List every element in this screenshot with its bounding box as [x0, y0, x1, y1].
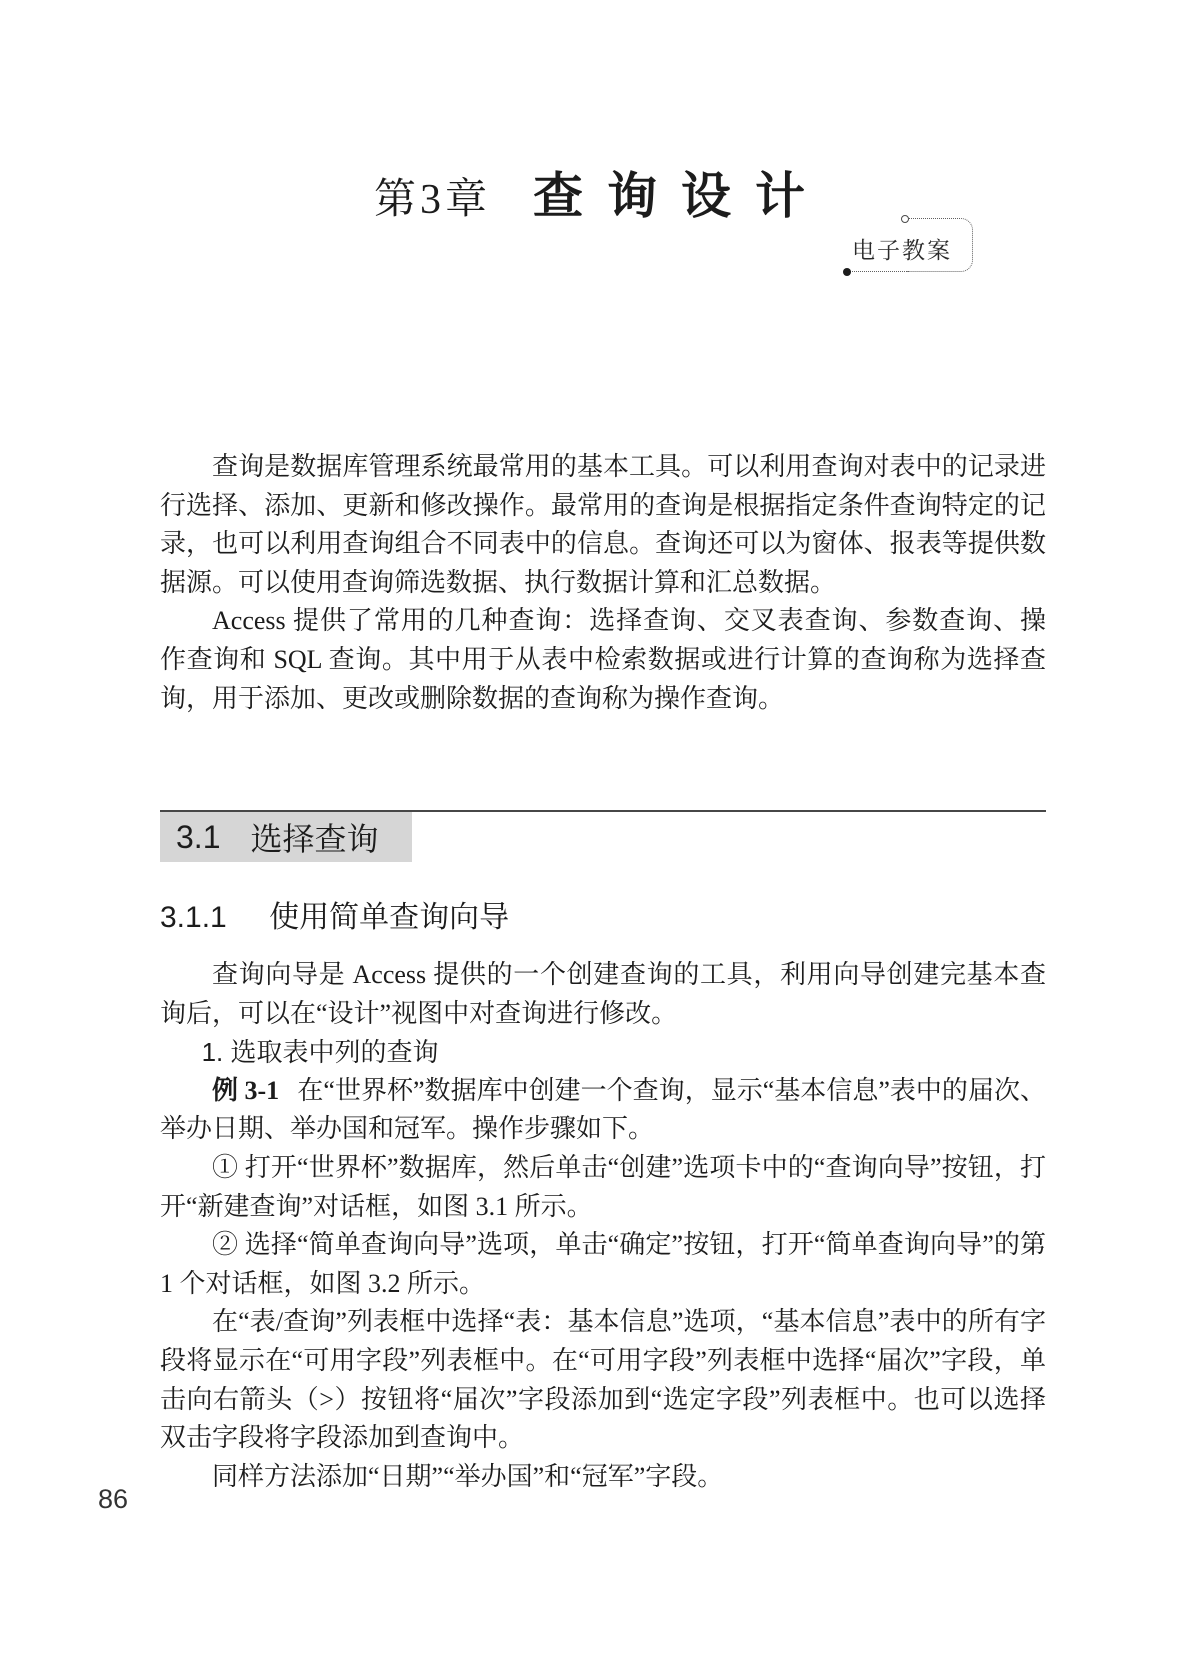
fields-paragraph: 在“表/查询”列表框中选择“表：基本信息”选项，“基本信息”表中的所有字段将显示在“可用字段”列表框中。在“可用字段”列表框中选择“届次”字段，单击向右箭头（>）按钮将“届次”字段添加到“选定字段”列表框中。也可以选择双击字段将字段添加到查询中。: [160, 1307, 1046, 1453]
subsection-title: 使用简单查询向导: [269, 901, 510, 934]
badge-filled-dot-icon: [843, 268, 851, 276]
example-label: 例 3-1: [212, 1075, 280, 1105]
section-title: 选择查询: [250, 821, 379, 857]
intro-paragraph-1: 查询是数据库管理系统最常用的基本工具。可以利用查询对表中的记录进行选择、添加、更新和修改操作。最常用的查询是根据指定条件查询特定的记录，也可以利用查询组合不同表中的信息。查询还可以为窗体、报表等提供数据源。可以使用查询筛选数据、执行数据计算和汇总数据。: [160, 452, 1046, 597]
badge-hollow-dot-icon: [901, 215, 909, 223]
intro-paragraphs: [160, 448, 1046, 718]
same-method-paragraph: 同样方法添加“日期”“举办国”和“冠军”字段。: [212, 1461, 724, 1491]
subsection-heading: [160, 892, 509, 936]
list-heading: 1. 选取表中列的查询: [201, 1037, 439, 1068]
badge-dotted-underline: [847, 271, 909, 272]
wizard-intro-paragraph: 查询向导是 Access 提供的一个创建查询的工具，利用向导创建完基本查询后，可以在“设计”视图中对查询进行修改。: [160, 960, 1046, 1028]
example-paragraph: [160, 1072, 1046, 1149]
eplan-badge-label: 电子教案: [852, 238, 952, 263]
subsection-number: 3.1.1: [160, 901, 227, 934]
section-number: 3.1: [176, 818, 221, 855]
eplan-badge: [843, 210, 975, 280]
section-heading: [160, 812, 412, 862]
chapter-heading: [0, 156, 1203, 228]
chapter-number: 第3章: [373, 177, 491, 223]
step-1-paragraph: ① 打开“世界杯”数据库，然后单击“创建”选项卡中的“查询向导”按钮，打开“新建查询”对话框，如图 3.1 所示。: [160, 1152, 1046, 1221]
intro-paragraph-2: Access 提供了常用的几种查询：选择查询、交叉表查询、参数查询、操作查询和 SQL 查询。其中用于从表中检索数据或进行计算的查询称为选择查询，用于添加、更改或删除数据的查询称为操作查询。: [160, 606, 1046, 713]
chapter-title: 查询设计: [533, 168, 829, 224]
page-number: 86: [98, 1484, 129, 1514]
section-body: [160, 956, 1046, 1496]
example-text: 在“世界杯”数据库中创建一个查询，显示“基本信息”表中的届次、举办日期、举办国和冠军。操作步骤如下。: [160, 1075, 1046, 1144]
step-2-paragraph: ② 选择“简单查询向导”选项，单击“确定”按钮，打开“简单查询向导”的第 1 个对话框，如图 3.2 所示。: [160, 1230, 1046, 1298]
